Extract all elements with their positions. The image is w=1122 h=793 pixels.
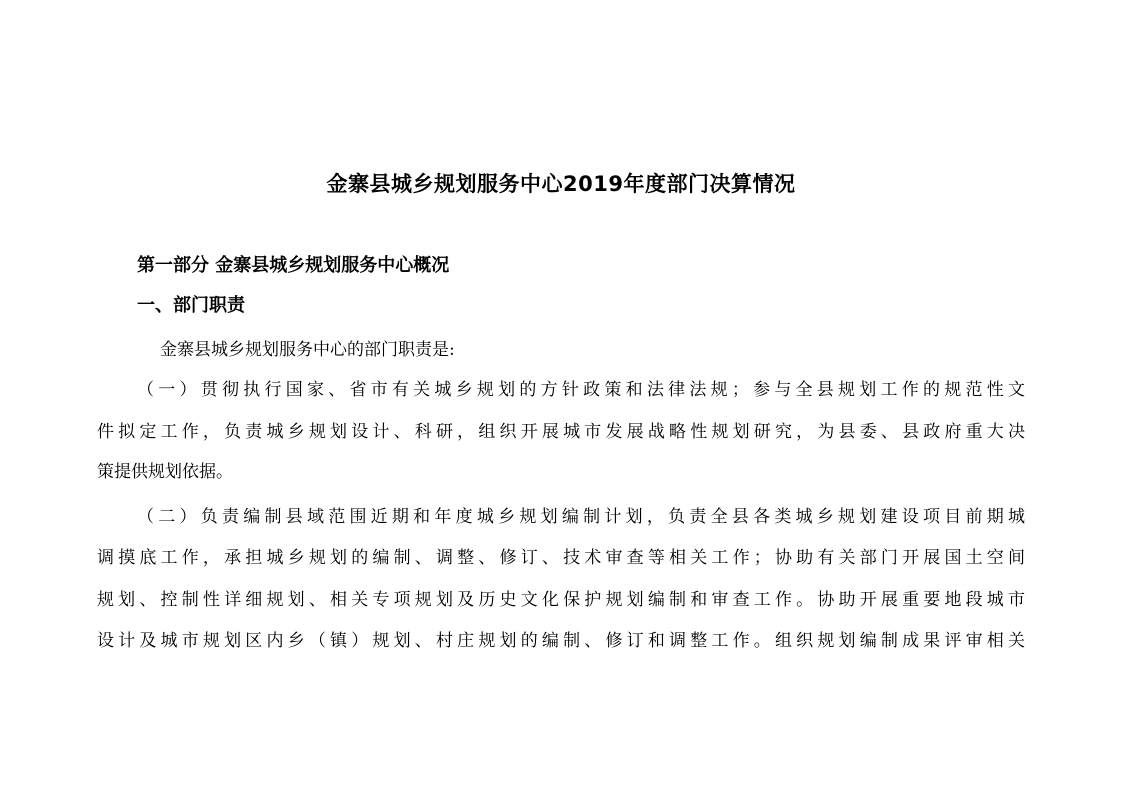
paragraph-1-line-2: 件拟定工作，负责城乡规划设计、科研，组织开展城市发展战略性规划研究，为县委、县政府重大决 <box>97 422 1025 442</box>
section-heading: 一、部门职责 <box>137 295 245 316</box>
intro-text: 金寨县城乡规划服务中心的部门职责是: <box>160 340 455 360</box>
paragraph-2-line-3: 规划、控制性详细规划、相关专项规划及历史文化保护规划编制和审查工作。协助开展重要地段城市 <box>97 590 1025 610</box>
paragraph-2-line-2: 调摸底工作，承担城乡规划的编制、调整、修订、技术审查等相关工作；协助有关部门开展国土空间 <box>97 548 1025 568</box>
document-title: 金寨县城乡规划服务中心2019年度部门决算情况 <box>326 172 796 196</box>
part-heading: 第一部分 金寨县城乡规划服务中心概况 <box>137 255 450 276</box>
paragraph-2-line-4: 设计及城市规划区内乡（镇）规划、村庄规划的编制、修订和调整工作。组织规划编制成果评审相关 <box>97 631 1025 651</box>
paragraph-1-line-1: （一）贯彻执行国家、省市有关城乡规划的方针政策和法律法规；参与全县规划工作的规范性文 <box>137 380 1025 400</box>
paragraph-2-line-1: （二）负责编制县域范围近期和年度城乡规划编制计划，负责全县各类城乡规划建设项目前期城 <box>137 507 1025 527</box>
paragraph-1-line-3: 策提供规划依据。 <box>97 462 233 482</box>
